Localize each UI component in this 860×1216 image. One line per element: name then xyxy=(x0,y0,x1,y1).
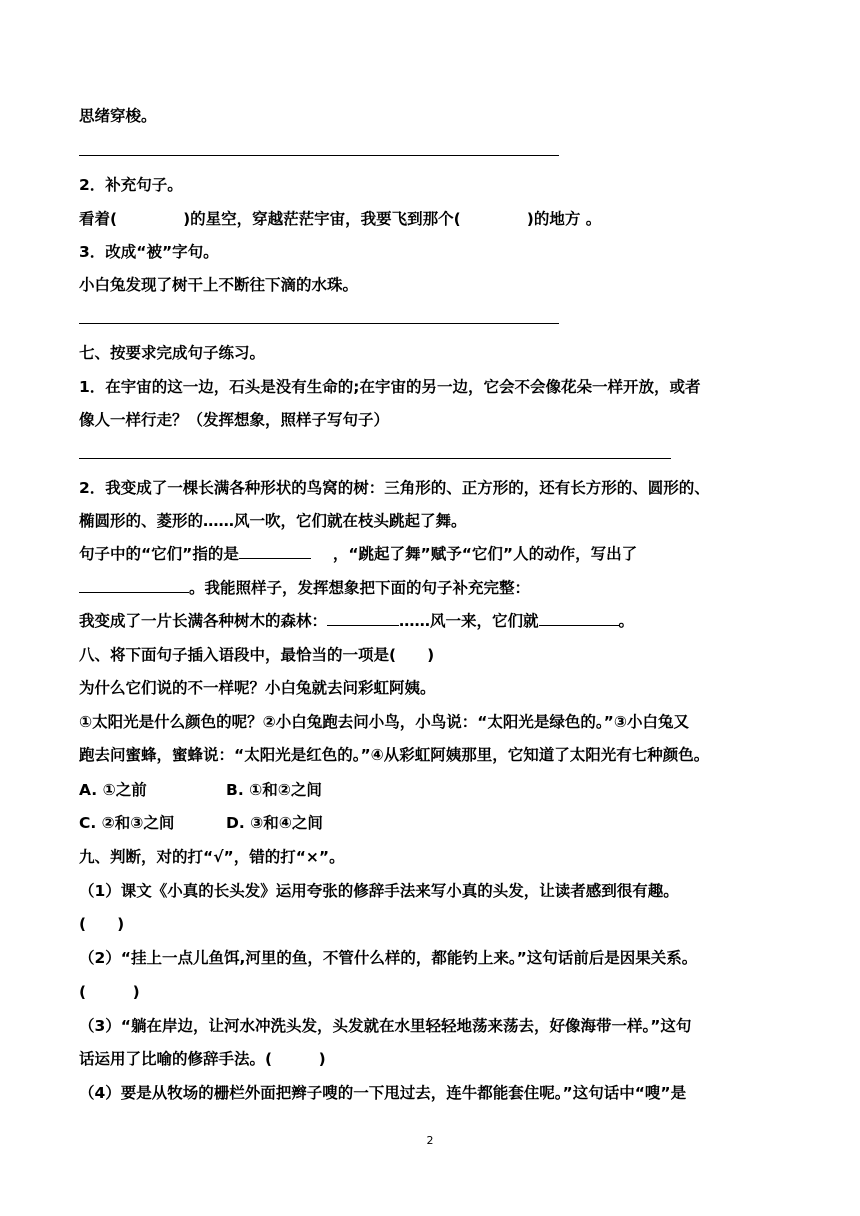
answer-line xyxy=(79,323,559,324)
section-heading: 九、判断，对的打“√”，错的打“×”。 xyxy=(79,848,345,866)
text-line xyxy=(79,611,634,631)
text-line: （2）“挂上一点儿鱼饵,河里的鱼，不管什么样的，都能钓上来。”这句话前后是因果关系。 xyxy=(79,949,698,967)
text-line xyxy=(79,578,530,598)
text-line: （1）课文《小真的长头发》运用夸张的修辞手法来写小真的头发，让读者感到很有趣。 xyxy=(79,882,679,900)
question-heading: 3．改成“被”字句。 xyxy=(79,243,219,261)
text-line: （3）“躺在岸边，让河水冲洗头发，头发就在水里轻轻地荡来荡去，好像海带一样。”这句 xyxy=(79,1017,692,1035)
fill-blank xyxy=(79,578,189,593)
question-heading: 2．补充句子。 xyxy=(79,176,183,194)
answer-paren: ( ) xyxy=(79,915,125,933)
page-number: 2 xyxy=(426,1134,434,1147)
text-line xyxy=(79,209,601,229)
fill-blank xyxy=(239,544,311,559)
text-fragment: )的地方 。 xyxy=(526,210,602,228)
text-line: 1．在宇宙的这一边，石头是没有生命的;在宇宙的另一边，它会不会像花朵一样开放，或者 xyxy=(79,378,701,396)
text-fragment: )的星空，穿越茫茫宇宙，我要飞到那个( xyxy=(183,210,461,228)
text-fragment: 。我能照样子，发挥想象把下面的句子补充完整： xyxy=(189,579,531,597)
text-fragment: 句子中的“它们”指的是 xyxy=(79,545,239,563)
text-line: 椭圆形的、菱形的……风一吹，它们就在枝头跳起了舞。 xyxy=(79,512,467,530)
answer-line xyxy=(79,155,559,156)
text-line: （4）要是从牧场的栅栏外面把辫子嗖的一下甩过去，连牛都能套住呢。”这句话中“嗖”是 xyxy=(79,1084,687,1102)
text-line: ①太阳光是什么颜色的呢？②小白兔跑去问小鸟，小鸟说：“太阳光是绿色的。”③小白兔又 xyxy=(79,713,689,731)
option-d: D. ③和④之间 xyxy=(226,814,323,832)
section-heading: 八、将下面句子插入语段中，最恰当的一项是( ) xyxy=(79,646,435,664)
text-fragment: ……风一来，它们就 xyxy=(399,612,539,630)
fill-blank xyxy=(539,611,619,626)
text-line: 为什么它们说的不一样呢？小白兔就去问彩虹阿姨。 xyxy=(79,679,436,697)
text-line: 2．我变成了一棵长满各种形状的鸟窝的树：三角形的、正方形的，还有长方形的、圆形的、 xyxy=(79,479,710,497)
option-a: A. ①之前 xyxy=(79,781,147,799)
fill-blank xyxy=(327,611,399,626)
section-heading: 七、按要求完成句子练习。 xyxy=(79,344,266,362)
option-c: C. ②和③之间 xyxy=(79,814,175,832)
option-b: B. ①和②之间 xyxy=(226,781,322,799)
text-line: 话运用了比喻的修辞手法。( ) xyxy=(79,1050,326,1068)
text-line: 像人一样行走？（发挥想象，照样子写句子） xyxy=(79,411,390,429)
text-fragment: 看着( xyxy=(79,210,118,228)
text-line: 思绪穿梭。 xyxy=(79,107,157,125)
text-fragment: 。 xyxy=(618,612,635,630)
answer-paren: ( ) xyxy=(79,983,140,1001)
text-fragment: 我变成了一片长满各种树木的森林： xyxy=(79,612,328,630)
text-line: 跑去问蜜蜂，蜜蜂说：“太阳光是红色的。”④从彩虹阿姨那里，它知道了太阳光有七种颜色。 xyxy=(79,746,710,764)
text-line: 小白兔发现了树干上不断往下滴的水珠。 xyxy=(79,276,359,294)
text-fragment: ，“跳起了舞”赋予“它们”人的动作，写出了 xyxy=(332,545,638,563)
answer-line xyxy=(79,458,671,459)
text-line xyxy=(79,544,637,564)
